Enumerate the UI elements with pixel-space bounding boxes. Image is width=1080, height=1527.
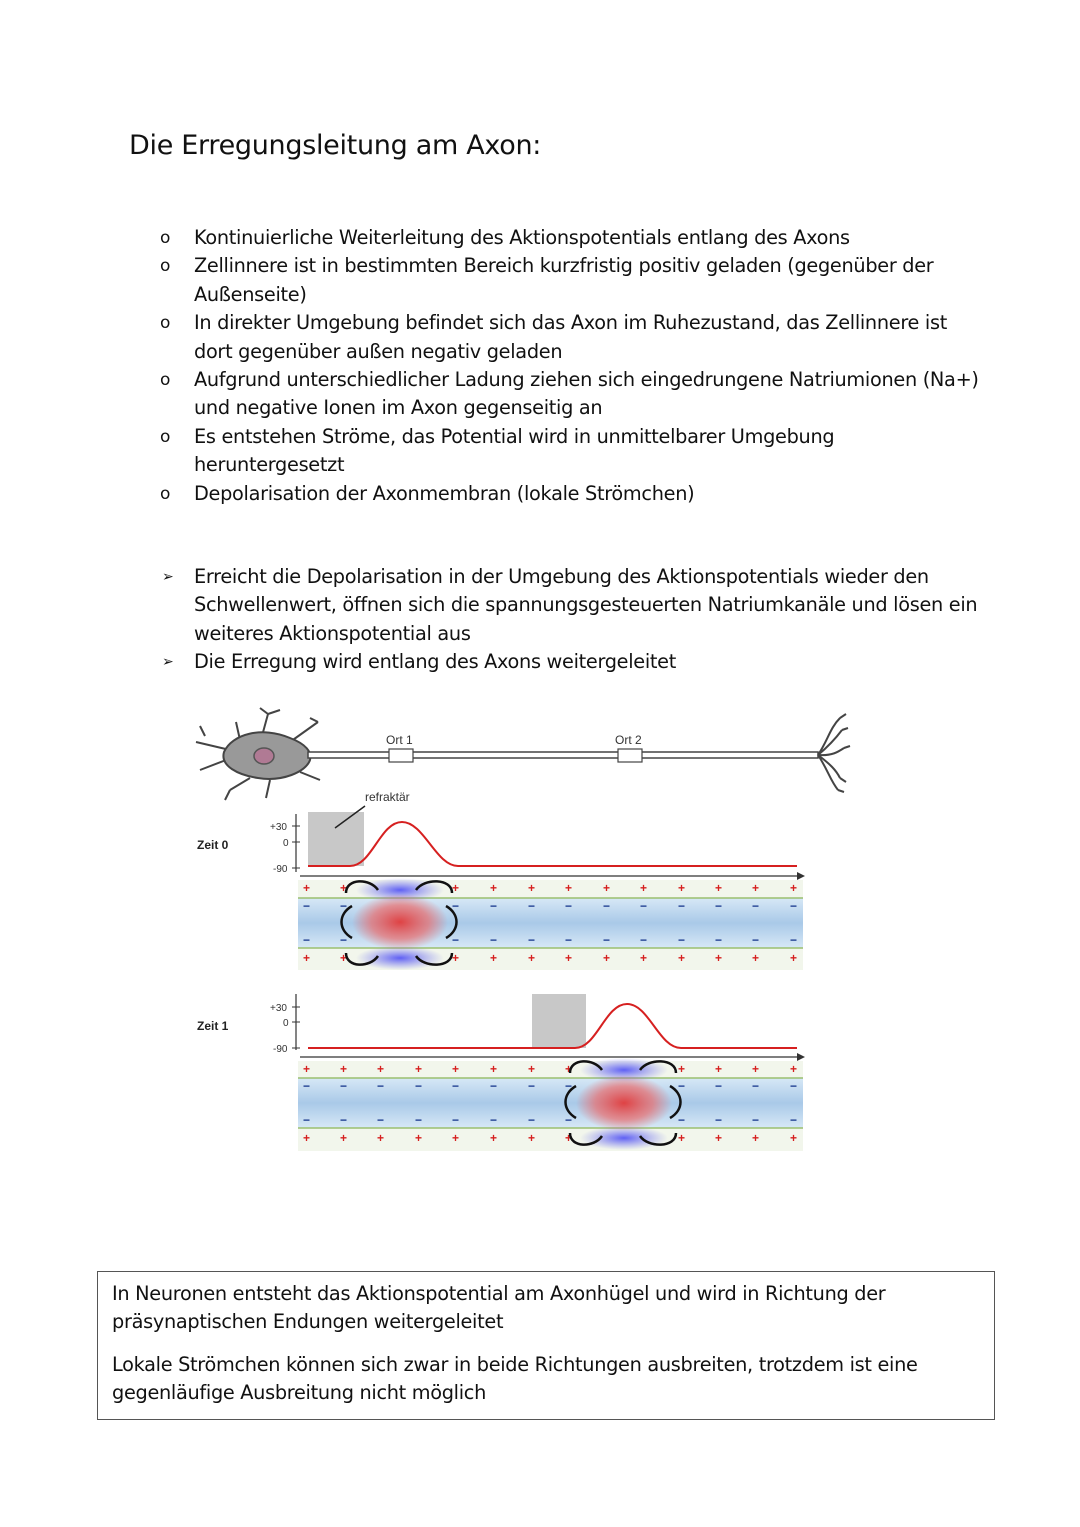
svg-text:+: + (452, 951, 460, 965)
svg-text:−: − (565, 933, 573, 947)
svg-text:+: + (303, 1131, 311, 1145)
potential-curve (308, 822, 797, 866)
svg-text:−: − (640, 933, 648, 947)
svg-text:−: − (415, 1079, 423, 1093)
arrow-item-text: Die Erregung wird entlang des Axons weitergeleitet (194, 650, 677, 674)
svg-text:−: − (303, 899, 311, 913)
svg-text:−: − (452, 1113, 460, 1127)
svg-text:+: + (528, 1062, 536, 1076)
svg-text:+: + (340, 881, 348, 895)
arrow-bullet-icon: ➢ (162, 654, 174, 671)
svg-text:−: − (377, 1113, 385, 1127)
svg-text:−: − (340, 1113, 348, 1127)
svg-text:+: + (452, 1131, 460, 1145)
svg-text:−: − (565, 1079, 573, 1093)
y-tick-label: 0 (283, 1018, 289, 1029)
svg-text:+: + (715, 1062, 723, 1076)
refractory-label: refraktär (365, 790, 410, 804)
depolarized-zone (576, 1075, 672, 1131)
svg-text:+: + (490, 1062, 498, 1076)
svg-text:+: + (303, 881, 311, 895)
location-1-marker (389, 749, 413, 762)
svg-text:+: + (528, 1131, 536, 1145)
svg-text:−: − (790, 933, 798, 947)
svg-text:+: + (715, 951, 723, 965)
list-item-text: Depolarisation der Axonmembran (lokale Strömchen) (194, 481, 695, 505)
svg-text:+: + (565, 951, 573, 965)
svg-text:+: + (528, 951, 536, 965)
svg-text:+: + (528, 881, 536, 895)
list-item-text: In direkter Umgebung befindet sich das Axon im Ruhezustand, das Zellinnere ist dort gegenüber außen negativ geladen (194, 311, 947, 363)
svg-text:−: − (565, 1113, 573, 1127)
svg-text:−: − (340, 899, 348, 913)
bullet-icon: o (160, 426, 171, 447)
y-tick-label: +30 (270, 1003, 287, 1014)
svg-text:−: − (528, 1079, 536, 1093)
svg-text:+: + (340, 1131, 348, 1145)
svg-text:+: + (490, 951, 498, 965)
svg-text:+: + (752, 951, 760, 965)
location-2-marker (618, 749, 642, 762)
list-item-text: Es entstehen Ströme, das Potential wird in unmittelbarer Umgebung heruntergesetzt (194, 424, 835, 477)
svg-text:+: + (678, 881, 686, 895)
svg-text:−: − (490, 933, 498, 947)
svg-text:+: + (565, 1062, 573, 1076)
svg-text:+: + (678, 1131, 686, 1145)
svg-text:−: − (715, 899, 723, 913)
svg-text:+: + (415, 1131, 423, 1145)
arrow-item-text: Erreicht die Depolarisation in der Umgebung des Aktionspotentials wieder den Schwellenwert, öffnen sich die spannungsgesteuerten Natriumkanäle und lösen ein weiteres Aktionspotential aus (194, 565, 978, 645)
svg-text:−: − (528, 899, 536, 913)
neuron-nucleus (254, 748, 274, 764)
y-tick-label: 0 (283, 838, 289, 849)
svg-text:−: − (678, 1079, 686, 1093)
list-item-text: Zellinnere ist in bestimmten Bereich kurzfristig positiv geladen (gegenüber der Außenseite) (194, 254, 934, 306)
list-item-text: Aufgrund unterschiedlicher Ladung ziehen sich eingedrungene Natriumionen (Na+) und negative Ionen im Axon gegenseitig an (194, 368, 979, 420)
neuron-illustration (196, 708, 850, 800)
svg-text:+: + (377, 1131, 385, 1145)
summary-box (97, 1271, 995, 1420)
svg-text:−: − (752, 1113, 760, 1127)
summary-paragraph: Lokale Strömchen können sich zwar in beide Richtungen ausbreiten, trotzdem ist eine gegenläufige Ausbreitung nicht möglich (112, 1352, 918, 1405)
svg-text:−: − (790, 1079, 798, 1093)
svg-text:−: − (715, 1079, 723, 1093)
list-item-text: Kontinuierliche Weiterleitung des Aktionspotentials entlang des Axons (194, 226, 850, 249)
svg-text:+: + (752, 1131, 760, 1145)
svg-text:+: + (303, 951, 311, 965)
svg-text:−: − (603, 933, 611, 947)
time-0-label: Zeit 0 (197, 838, 229, 852)
svg-text:+: + (603, 881, 611, 895)
svg-text:−: − (752, 933, 760, 947)
svg-text:+: + (790, 1062, 798, 1076)
svg-text:−: − (790, 1113, 798, 1127)
svg-text:−: − (752, 1079, 760, 1093)
y-tick-label: +30 (270, 822, 287, 833)
svg-text:+: + (640, 881, 648, 895)
svg-text:−: − (452, 933, 460, 947)
svg-text:−: − (678, 1113, 686, 1127)
bullet-icon: o (160, 256, 171, 277)
svg-text:+: + (715, 1131, 723, 1145)
svg-text:+: + (565, 881, 573, 895)
svg-text:−: − (790, 899, 798, 913)
location-2-label: Ort 2 (615, 733, 642, 747)
svg-text:−: − (528, 933, 536, 947)
svg-text:+: + (715, 881, 723, 895)
svg-text:−: − (490, 899, 498, 913)
svg-text:−: − (415, 1113, 423, 1127)
svg-text:−: − (490, 1113, 498, 1127)
svg-text:−: − (715, 933, 723, 947)
svg-text:−: − (340, 1079, 348, 1093)
depolarized-zone (352, 894, 448, 950)
svg-text:+: + (790, 1131, 798, 1145)
svg-text:−: − (715, 1113, 723, 1127)
svg-text:−: − (603, 899, 611, 913)
y-tick-label: -90 (273, 864, 288, 875)
location-1-label: Ort 1 (386, 733, 413, 747)
svg-text:+: + (603, 951, 611, 965)
svg-text:−: − (640, 899, 648, 913)
svg-text:+: + (490, 1131, 498, 1145)
svg-text:−: − (490, 1079, 498, 1093)
svg-text:+: + (678, 951, 686, 965)
axon-terminals (818, 714, 850, 792)
y-tick-label: -90 (273, 1044, 288, 1055)
summary-paragraph: In Neuronen entsteht das Aktionspotential am Axonhügel und wird in Richtung der präsynaptischen Endungen weitergeleitet (112, 1282, 886, 1334)
axon-line (308, 752, 818, 758)
bullet-icon: o (160, 228, 171, 248)
svg-text:−: − (303, 933, 311, 947)
bullet-icon: o (160, 483, 171, 504)
arrow-head-icon (797, 872, 805, 880)
bullet-icon: o (160, 370, 171, 391)
svg-text:+: + (415, 1062, 423, 1076)
svg-text:−: − (565, 899, 573, 913)
time-1-label: Zeit 1 (197, 1019, 229, 1033)
svg-text:−: − (678, 899, 686, 913)
svg-text:+: + (678, 1062, 686, 1076)
svg-text:−: − (678, 933, 686, 947)
svg-text:+: + (790, 881, 798, 895)
svg-text:+: + (752, 881, 760, 895)
svg-text:−: − (340, 933, 348, 947)
refractory-zone (308, 812, 364, 866)
refractory-zone (532, 994, 586, 1048)
svg-text:+: + (303, 1062, 311, 1076)
arrow-head-icon (797, 1053, 805, 1061)
svg-text:−: − (303, 1113, 311, 1127)
page-title: Die Erregungsleitung am Axon: (129, 130, 542, 161)
svg-text:−: − (752, 899, 760, 913)
svg-text:+: + (565, 1131, 573, 1145)
time-0-panel (197, 790, 805, 970)
svg-text:−: − (452, 1079, 460, 1093)
svg-text:+: + (640, 951, 648, 965)
svg-text:+: + (340, 951, 348, 965)
svg-text:+: + (452, 881, 460, 895)
svg-text:−: − (452, 899, 460, 913)
axon-interior (298, 1078, 803, 1128)
arrow-bullet-icon: ➢ (162, 569, 174, 585)
svg-text:+: + (452, 1062, 460, 1076)
svg-text:+: + (790, 951, 798, 965)
time-1-panel (197, 994, 805, 1151)
svg-text:+: + (752, 1062, 760, 1076)
svg-text:+: + (377, 1062, 385, 1076)
bullet-icon: o (160, 313, 171, 334)
svg-text:+: + (340, 1062, 348, 1076)
svg-text:−: − (377, 1079, 385, 1093)
svg-text:−: − (303, 1079, 311, 1093)
svg-text:+: + (490, 881, 498, 895)
svg-text:−: − (528, 1113, 536, 1127)
